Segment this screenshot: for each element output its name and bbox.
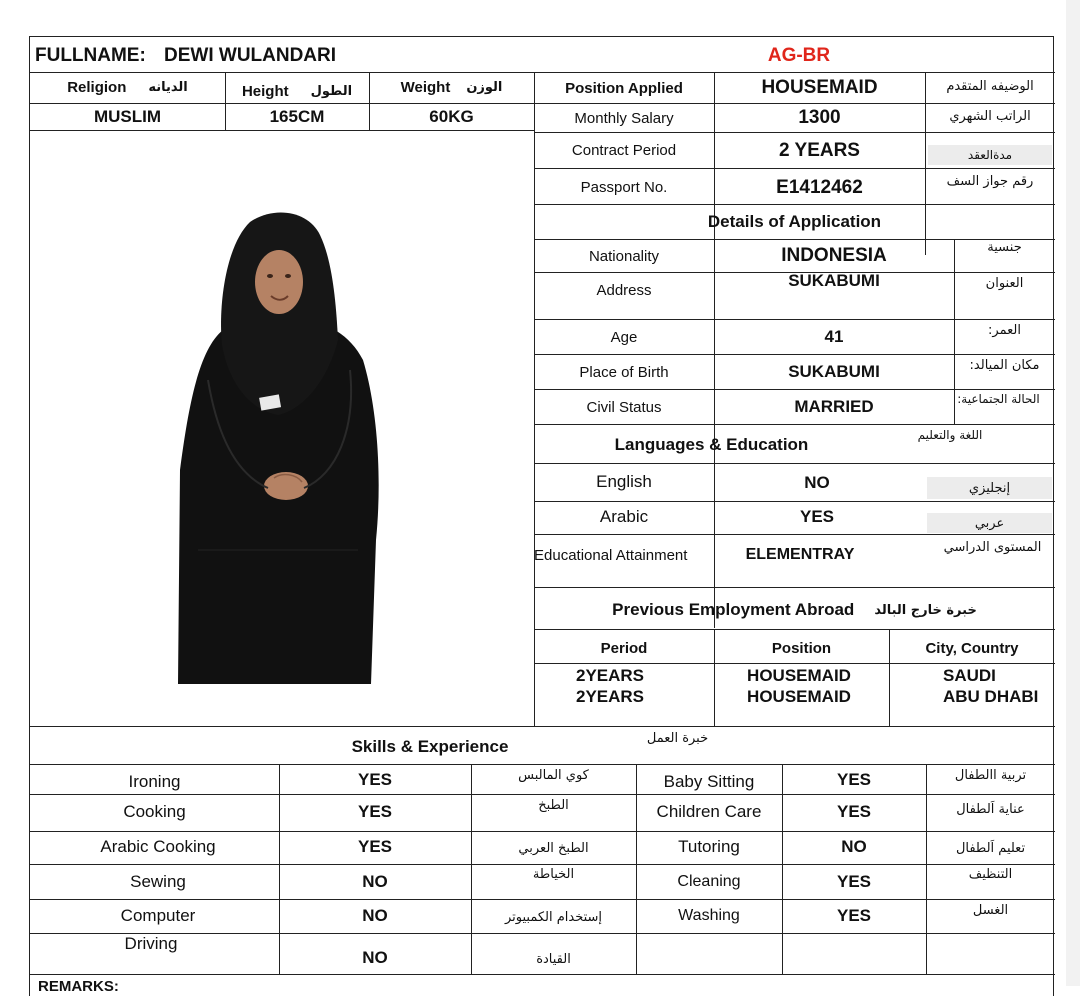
applicant-photo <box>178 210 383 684</box>
skill-value: YES <box>836 872 872 891</box>
employment-col-city: City, Country <box>925 639 1019 657</box>
skill-label-ar: الطبخ <box>538 797 569 813</box>
skills-title: Skills & Experience <box>351 737 509 756</box>
passport-value: E1412462 <box>776 176 863 198</box>
skill-label-ar: إستخدام الكمبيوتر <box>504 909 603 925</box>
age-label: Age <box>610 328 638 346</box>
skill-label: Ironing <box>128 772 181 791</box>
nationality-value: INDONESIA <box>781 245 887 266</box>
skill-label-ar: التنظيف <box>968 866 1013 882</box>
religion-label-en: Religion <box>67 78 127 96</box>
age-value: 41 <box>824 327 844 346</box>
skill-value: NO <box>362 906 388 925</box>
arabic-label: Arabic <box>599 507 649 526</box>
skill-label-ar: القيادة <box>536 951 571 967</box>
birth-place-label-ar: مكان الميالد: <box>969 357 1040 373</box>
skill-value: NO <box>841 837 867 856</box>
religion-label <box>30 73 225 101</box>
contract-period-value: 2 YEARS <box>779 139 860 161</box>
monthly-salary-value: 1300 <box>798 107 841 128</box>
languages-title: Languages & Education <box>614 435 809 454</box>
skill-label: Computer <box>120 906 196 925</box>
languages-title-ar: اللغة والتعليم <box>917 428 983 442</box>
skill-value: YES <box>836 906 872 925</box>
skill-label: Cleaning <box>677 873 741 890</box>
civil-status-value: MARRIED <box>794 397 874 416</box>
civil-status-label-ar: الحالة الجتماعية: <box>957 392 1040 406</box>
nationality-label-ar: جنسية <box>987 239 1022 255</box>
employment-row-period: 2YEARS <box>575 687 645 706</box>
arabic-label-ar: عربي <box>927 513 1052 533</box>
employment-col-period: Period <box>600 639 648 657</box>
employment-row-position: HOUSEMAID <box>747 666 851 685</box>
skill-label-ar: تعليم اَلطفال <box>955 840 1026 856</box>
religion-value: MUSLIM <box>93 107 162 126</box>
english-label-ar: إنجليزي <box>927 477 1052 499</box>
passport-label: Passport No. <box>580 179 668 196</box>
height-label-en: Height <box>241 82 289 100</box>
skill-value: YES <box>357 770 393 789</box>
skill-label-ar: الغسل <box>972 902 1009 918</box>
height-value: 165CM <box>269 107 325 126</box>
skill-label-ar: تربية االطفال <box>954 767 1027 783</box>
skill-label: Baby Sitting <box>663 772 755 791</box>
skill-value: YES <box>357 802 393 821</box>
age-label-ar: العمر: <box>988 322 1021 338</box>
reference-code: AG-BR <box>767 45 831 66</box>
monthly-salary-label: Monthly Salary <box>574 109 674 127</box>
employment-row-city: ABU DHABI <box>943 687 1039 706</box>
birth-place-label: Place of Birth <box>579 363 669 381</box>
skill-label: Driving <box>124 934 178 953</box>
skill-label-ar: كوي المالبس <box>518 767 589 783</box>
skill-label: Tutoring <box>678 837 740 856</box>
fullname-label: FULLNAME: <box>35 45 146 66</box>
remarks-label: REMARKS: <box>38 977 119 995</box>
employment-col-position: Position <box>771 639 832 657</box>
passport-label-ar: رقم جواز السف <box>946 173 1034 189</box>
weight-label <box>369 73 534 101</box>
fullname-value: DEWI WULANDARI <box>164 45 337 66</box>
skill-value: YES <box>836 770 872 789</box>
skill-label-ar: الخياطة <box>532 866 575 882</box>
skill-label: Arabic Cooking <box>100 837 216 856</box>
english-label: English <box>596 472 652 491</box>
skill-label: Children Care <box>656 802 762 821</box>
address-label-ar: العنوان <box>985 275 1024 291</box>
details-title: Details of Application <box>707 212 882 231</box>
employment-row-city: SAUDI <box>943 666 996 685</box>
skill-value: NO <box>362 872 388 891</box>
height-label-ar: الطول <box>310 83 353 99</box>
monthly-salary-label-ar: الراتب الشهري <box>949 108 1031 124</box>
arabic-value: YES <box>799 507 835 526</box>
position-applied-label-ar: الوضيفه المتقدم <box>946 78 1034 94</box>
employment-title <box>534 593 1055 627</box>
english-value: NO <box>804 473 830 492</box>
contract-period-label: Contract Period <box>571 142 677 159</box>
education-value: ELEMENTRAY <box>745 546 855 563</box>
skill-value: YES <box>357 837 393 856</box>
address-label: Address <box>596 282 652 299</box>
address-value: SUKABUMI <box>788 271 880 290</box>
birth-place-value: SUKABUMI <box>788 362 880 381</box>
employment-row-period: 2YEARS <box>575 666 645 685</box>
weight-label-ar: الوزن <box>466 79 503 95</box>
height-label <box>225 77 369 105</box>
position-applied-value: HOUSEMAID <box>761 77 878 98</box>
skill-value: NO <box>362 948 388 967</box>
civil-status-label: Civil Status <box>586 398 662 416</box>
employment-title-en: Previous Employment Abroad <box>612 600 855 619</box>
skill-label: Cooking <box>123 802 186 821</box>
education-label: Educational Attainment <box>534 546 688 564</box>
nationality-label: Nationality <box>588 247 660 265</box>
weight-label-en: Weight <box>400 78 451 96</box>
employment-row-position: HOUSEMAID <box>747 687 851 706</box>
skill-value: YES <box>836 802 872 821</box>
scrollbar-strip <box>1066 0 1080 986</box>
position-applied-label: Position Applied <box>565 79 683 97</box>
religion-label-ar: الديانه <box>148 79 188 95</box>
skills-title-ar: خبرة العمل <box>646 730 709 746</box>
skill-label: Sewing <box>130 872 186 891</box>
skill-label: Washing <box>678 907 740 924</box>
weight-value: 60KG <box>429 107 474 126</box>
employment-title-ar: خبرة خارج البالد <box>874 602 977 618</box>
skill-label-ar: الطبخ العربي <box>518 840 589 856</box>
skill-label-ar: عناية اَلطفال <box>956 801 1025 817</box>
contract-period-label-ar: مدةالعقد <box>928 145 1052 165</box>
education-label-ar: المستوى الدراسي <box>943 539 1042 555</box>
